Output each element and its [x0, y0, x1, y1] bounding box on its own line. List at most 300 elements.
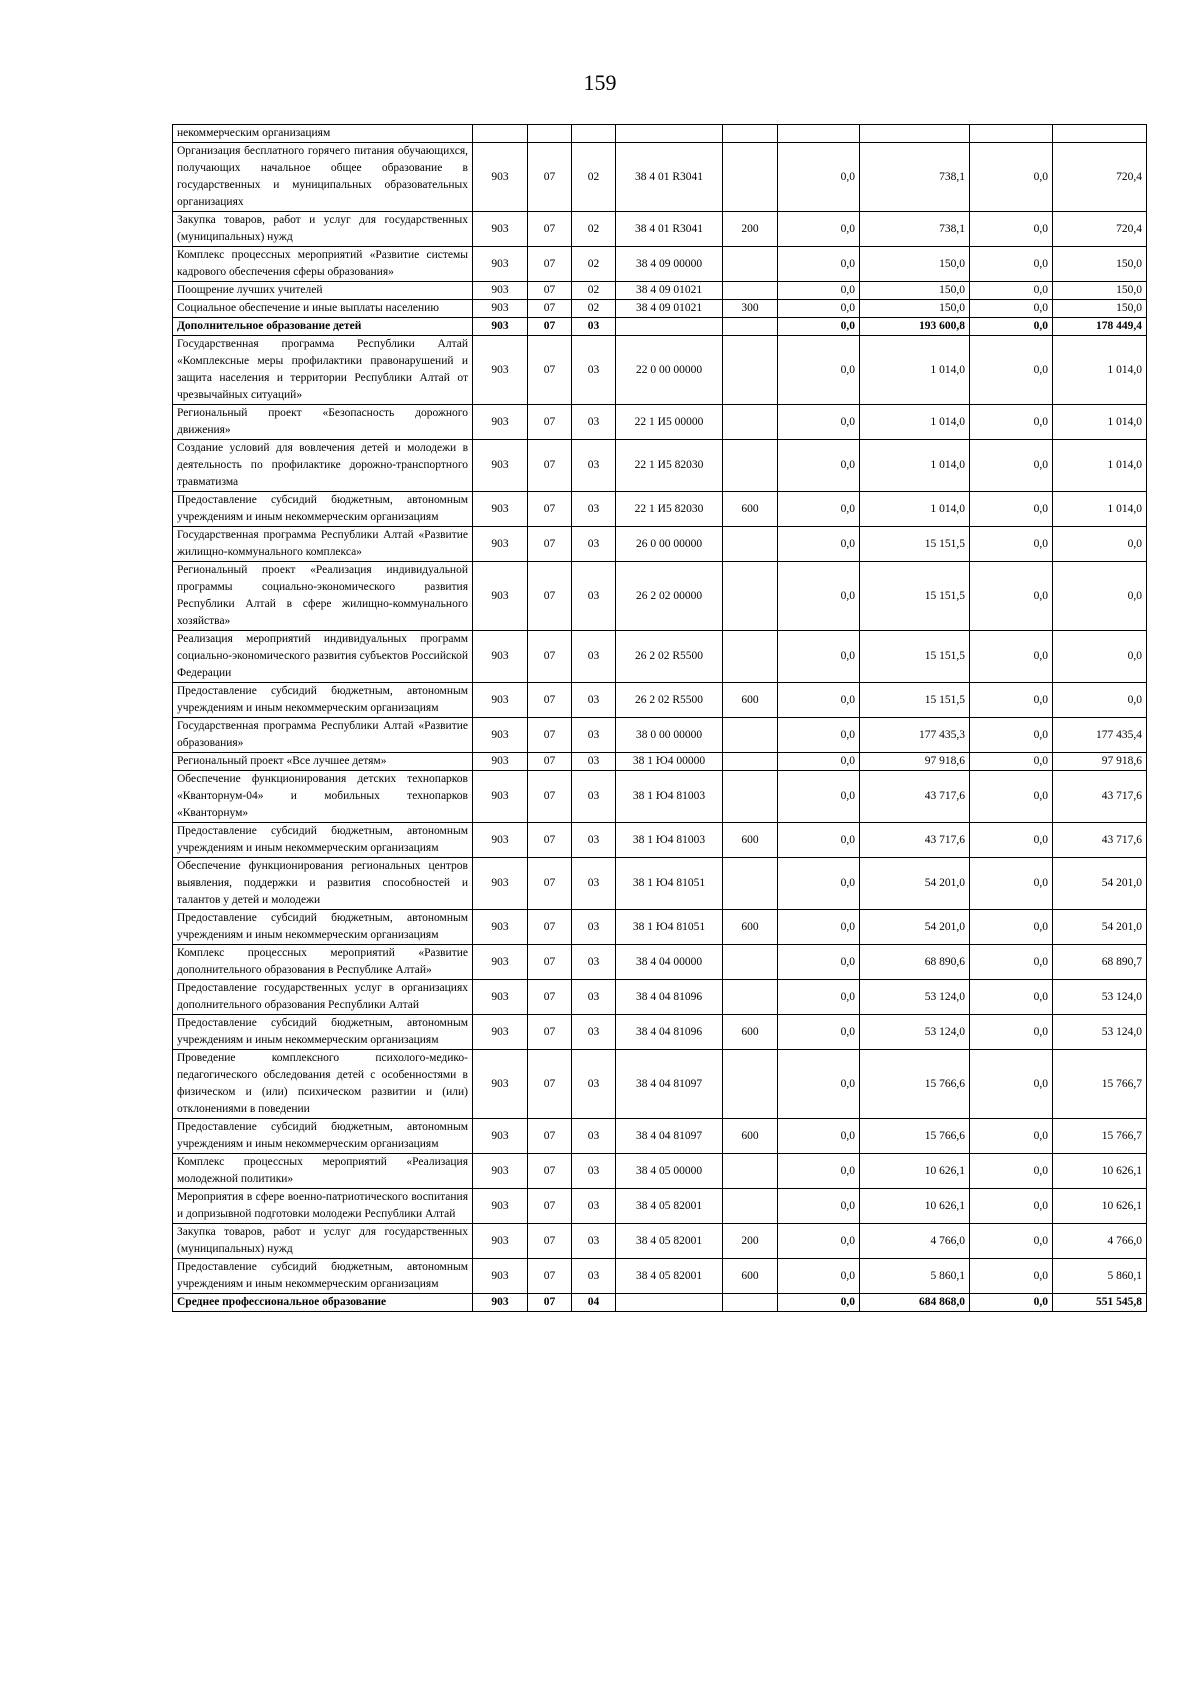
row-name: Закупка товаров, работ и услуг для государственных (муниципальных) нужд — [173, 212, 473, 247]
ministry-code: 903 — [473, 718, 528, 753]
section-code: 07 — [528, 1050, 572, 1119]
section-code: 07 — [528, 562, 572, 631]
ministry-code: 903 — [473, 300, 528, 318]
amount-2: 10 626,1 — [860, 1189, 970, 1224]
expense-type-code: 600 — [723, 1119, 778, 1154]
table-row — [173, 562, 1147, 631]
table-row — [173, 143, 1147, 212]
expense-type-code — [723, 631, 778, 683]
amount-4: 150,0 — [1053, 300, 1147, 318]
section-code: 07 — [528, 1294, 572, 1312]
ministry-code: 903 — [473, 527, 528, 562]
amount-3: 0,0 — [970, 440, 1053, 492]
expense-type-code — [723, 1294, 778, 1312]
amount-3: 0,0 — [970, 212, 1053, 247]
amount-1: 0,0 — [778, 336, 860, 405]
amount-2: 4 766,0 — [860, 1224, 970, 1259]
table-row — [173, 492, 1147, 527]
section-code: 07 — [528, 823, 572, 858]
subsection-code: 03 — [572, 823, 616, 858]
amount-4: 1 014,0 — [1053, 440, 1147, 492]
amount-3: 0,0 — [970, 980, 1053, 1015]
target-article-code: 38 4 04 81097 — [616, 1119, 723, 1154]
ministry-code: 903 — [473, 143, 528, 212]
section-code: 07 — [528, 631, 572, 683]
budget-table — [172, 124, 1147, 1312]
subsection-code: 03 — [572, 1224, 616, 1259]
amount-2: 15 766,6 — [860, 1119, 970, 1154]
amount-1: 0,0 — [778, 823, 860, 858]
table-row — [173, 718, 1147, 753]
amount-4: 97 918,6 — [1053, 753, 1147, 771]
amount-4: 720,4 — [1053, 143, 1147, 212]
expense-type-code — [723, 318, 778, 336]
amount-1: 0,0 — [778, 492, 860, 527]
row-name: Предоставление субсидий бюджетным, автономным учреждениям и иным некоммерческим организациям — [173, 1015, 473, 1050]
amount-1: 0,0 — [778, 212, 860, 247]
row-name: Поощрение лучших учителей — [173, 282, 473, 300]
table-row — [173, 910, 1147, 945]
subsection-code: 03 — [572, 1259, 616, 1294]
row-name: Региональный проект «Реализация индивидуальной программы социально-экономического развития Республики Алтай в сфере жилищно-коммунального хозяйства» — [173, 562, 473, 631]
target-article-code: 38 4 04 81096 — [616, 980, 723, 1015]
expense-type-code: 600 — [723, 1015, 778, 1050]
ministry-code: 903 — [473, 336, 528, 405]
expense-type-code — [723, 1050, 778, 1119]
target-article-code: 38 4 04 00000 — [616, 945, 723, 980]
amount-2: 53 124,0 — [860, 980, 970, 1015]
section-code: 07 — [528, 336, 572, 405]
subsection-code: 03 — [572, 858, 616, 910]
amount-4: 54 201,0 — [1053, 910, 1147, 945]
section-code: 07 — [528, 143, 572, 212]
table-row — [173, 336, 1147, 405]
amount-4: 10 626,1 — [1053, 1189, 1147, 1224]
ministry-code: 903 — [473, 945, 528, 980]
section-code: 07 — [528, 300, 572, 318]
amount-2: 43 717,6 — [860, 823, 970, 858]
expense-type-code — [723, 125, 778, 143]
amount-1: 0,0 — [778, 1015, 860, 1050]
section-code: 07 — [528, 980, 572, 1015]
table-row — [173, 1189, 1147, 1224]
section-code: 07 — [528, 1015, 572, 1050]
amount-1: 0,0 — [778, 562, 860, 631]
ministry-code: 903 — [473, 1015, 528, 1050]
amount-1: 0,0 — [778, 945, 860, 980]
row-name: Социальное обеспечение и иные выплаты населению — [173, 300, 473, 318]
row-name: Комплекс процессных мероприятий «Реализация молодежной политики» — [173, 1154, 473, 1189]
table-row — [173, 823, 1147, 858]
table-row — [173, 1119, 1147, 1154]
ministry-code: 903 — [473, 247, 528, 282]
expense-type-code — [723, 562, 778, 631]
section-code: 07 — [528, 1224, 572, 1259]
section-code: 07 — [528, 405, 572, 440]
section-code: 07 — [528, 753, 572, 771]
ministry-code: 903 — [473, 440, 528, 492]
amount-4: 15 766,7 — [1053, 1119, 1147, 1154]
row-name: Государственная программа Республики Алтай «Развитие образования» — [173, 718, 473, 753]
amount-2: 1 014,0 — [860, 405, 970, 440]
amount-3: 0,0 — [970, 718, 1053, 753]
section-code: 07 — [528, 282, 572, 300]
amount-1: 0,0 — [778, 771, 860, 823]
expense-type-code — [723, 143, 778, 212]
subsection-code: 03 — [572, 1154, 616, 1189]
target-article-code: 38 4 05 82001 — [616, 1224, 723, 1259]
target-article-code: 38 1 Ю4 81051 — [616, 858, 723, 910]
table-row — [173, 1154, 1147, 1189]
amount-2: 150,0 — [860, 247, 970, 282]
section-code: 07 — [528, 318, 572, 336]
amount-4: 0,0 — [1053, 683, 1147, 718]
subsection-code: 03 — [572, 336, 616, 405]
ministry-code: 903 — [473, 1189, 528, 1224]
amount-2: 97 918,6 — [860, 753, 970, 771]
section-code: 07 — [528, 212, 572, 247]
table-row — [173, 125, 1147, 143]
amount-2: 1 014,0 — [860, 492, 970, 527]
subsection-code: 02 — [572, 143, 616, 212]
amount-1: 0,0 — [778, 1294, 860, 1312]
subsection-code: 03 — [572, 1119, 616, 1154]
target-article-code — [616, 1294, 723, 1312]
amount-1: 0,0 — [778, 718, 860, 753]
target-article-code: 38 4 09 01021 — [616, 300, 723, 318]
table-row — [173, 300, 1147, 318]
amount-4: 10 626,1 — [1053, 1154, 1147, 1189]
table-row — [173, 440, 1147, 492]
expense-type-code — [723, 718, 778, 753]
amount-1: 0,0 — [778, 753, 860, 771]
table-row — [173, 282, 1147, 300]
amount-4: 53 124,0 — [1053, 1015, 1147, 1050]
target-article-code: 38 4 09 00000 — [616, 247, 723, 282]
section-code: 07 — [528, 440, 572, 492]
amount-4: 178 449,4 — [1053, 318, 1147, 336]
amount-3: 0,0 — [970, 336, 1053, 405]
amount-2: 54 201,0 — [860, 858, 970, 910]
subsection-code: 03 — [572, 527, 616, 562]
subsection-code: 03 — [572, 980, 616, 1015]
section-code: 07 — [528, 247, 572, 282]
section-code: 07 — [528, 1154, 572, 1189]
ministry-code: 903 — [473, 1154, 528, 1189]
subsection-code: 03 — [572, 318, 616, 336]
budget-table-body — [173, 125, 1147, 1312]
amount-2: 193 600,8 — [860, 318, 970, 336]
ministry-code: 903 — [473, 683, 528, 718]
amount-3: 0,0 — [970, 1189, 1053, 1224]
target-article-code: 38 4 05 82001 — [616, 1189, 723, 1224]
amount-4: 177 435,4 — [1053, 718, 1147, 753]
row-name: некоммерческим организациям — [173, 125, 473, 143]
subsection-code: 03 — [572, 718, 616, 753]
amount-1: 0,0 — [778, 405, 860, 440]
subsection-code: 02 — [572, 212, 616, 247]
amount-2: 68 890,6 — [860, 945, 970, 980]
target-article-code: 26 2 02 00000 — [616, 562, 723, 631]
table-row — [173, 1294, 1147, 1312]
target-article-code: 38 1 Ю4 81051 — [616, 910, 723, 945]
amount-4: 1 014,0 — [1053, 492, 1147, 527]
amount-1: 0,0 — [778, 247, 860, 282]
amount-1: 0,0 — [778, 300, 860, 318]
page-number: 159 — [583, 70, 617, 95]
ministry-code: 903 — [473, 910, 528, 945]
amount-4: 551 545,8 — [1053, 1294, 1147, 1312]
amount-4: 43 717,6 — [1053, 771, 1147, 823]
amount-3: 0,0 — [970, 300, 1053, 318]
ministry-code: 903 — [473, 631, 528, 683]
table-row — [173, 527, 1147, 562]
ministry-code: 903 — [473, 405, 528, 440]
table-row — [173, 753, 1147, 771]
subsection-code: 03 — [572, 405, 616, 440]
amount-1: 0,0 — [778, 282, 860, 300]
amount-2: 15 151,5 — [860, 562, 970, 631]
target-article-code: 22 1 И5 00000 — [616, 405, 723, 440]
ministry-code: 903 — [473, 980, 528, 1015]
section-code: 07 — [528, 492, 572, 527]
expense-type-code — [723, 247, 778, 282]
amount-2: 150,0 — [860, 282, 970, 300]
amount-1: 0,0 — [778, 318, 860, 336]
ministry-code: 903 — [473, 318, 528, 336]
subsection-code: 03 — [572, 440, 616, 492]
subsection-code: 03 — [572, 683, 616, 718]
row-name: Предоставление субсидий бюджетным, автономным учреждениям и иным некоммерческим организациям — [173, 492, 473, 527]
amount-3: 0,0 — [970, 247, 1053, 282]
ministry-code: 903 — [473, 562, 528, 631]
amount-2: 53 124,0 — [860, 1015, 970, 1050]
amount-4: 720,4 — [1053, 212, 1147, 247]
amount-2: 43 717,6 — [860, 771, 970, 823]
target-article-code: 38 4 05 00000 — [616, 1154, 723, 1189]
ministry-code: 903 — [473, 753, 528, 771]
expense-type-code — [723, 405, 778, 440]
subsection-code: 03 — [572, 1189, 616, 1224]
amount-4: 4 766,0 — [1053, 1224, 1147, 1259]
row-name: Мероприятия в сфере военно-патриотического воспитания и допризывной подготовки молодежи Республики Алтай — [173, 1189, 473, 1224]
amount-2: 177 435,3 — [860, 718, 970, 753]
expense-type-code — [723, 771, 778, 823]
amount-3: 0,0 — [970, 1015, 1053, 1050]
row-name: Предоставление государственных услуг в организациях дополнительного образования Республики Алтай — [173, 980, 473, 1015]
target-article-code: 38 0 00 00000 — [616, 718, 723, 753]
row-name: Региональный проект «Все лучшее детям» — [173, 753, 473, 771]
expense-type-code: 200 — [723, 212, 778, 247]
table-row — [173, 631, 1147, 683]
amount-3 — [970, 125, 1053, 143]
target-article-code: 38 1 Ю4 00000 — [616, 753, 723, 771]
table-row — [173, 945, 1147, 980]
row-name: Предоставление субсидий бюджетным, автономным учреждениям и иным некоммерческим организациям — [173, 1259, 473, 1294]
amount-3: 0,0 — [970, 143, 1053, 212]
section-code: 07 — [528, 1189, 572, 1224]
amount-1: 0,0 — [778, 1224, 860, 1259]
amount-3: 0,0 — [970, 1259, 1053, 1294]
amount-2: 10 626,1 — [860, 1154, 970, 1189]
amount-3: 0,0 — [970, 910, 1053, 945]
target-article-code: 38 1 Ю4 81003 — [616, 771, 723, 823]
amount-1: 0,0 — [778, 631, 860, 683]
section-code: 07 — [528, 858, 572, 910]
table-row — [173, 1224, 1147, 1259]
row-name: Предоставление субсидий бюджетным, автономным учреждениям и иным некоммерческим организациям — [173, 910, 473, 945]
subsection-code: 03 — [572, 1050, 616, 1119]
ministry-code: 903 — [473, 282, 528, 300]
ministry-code: 903 — [473, 1259, 528, 1294]
target-article-code — [616, 318, 723, 336]
table-row — [173, 318, 1147, 336]
table-row — [173, 405, 1147, 440]
expense-type-code: 600 — [723, 683, 778, 718]
target-article-code: 38 4 05 82001 — [616, 1259, 723, 1294]
ministry-code: 903 — [473, 1050, 528, 1119]
target-article-code: 38 4 04 81096 — [616, 1015, 723, 1050]
subsection-code: 03 — [572, 492, 616, 527]
row-name: Комплекс процессных мероприятий «Развитие дополнительного образования в Республике Алтай» — [173, 945, 473, 980]
table-row — [173, 1050, 1147, 1119]
target-article-code: 38 4 01 R3041 — [616, 212, 723, 247]
amount-2: 1 014,0 — [860, 336, 970, 405]
section-code: 07 — [528, 1259, 572, 1294]
subsection-code: 04 — [572, 1294, 616, 1312]
table-row — [173, 771, 1147, 823]
amount-2: 15 766,6 — [860, 1050, 970, 1119]
expense-type-code — [723, 753, 778, 771]
row-name: Предоставление субсидий бюджетным, автономным учреждениям и иным некоммерческим организациям — [173, 823, 473, 858]
amount-3: 0,0 — [970, 823, 1053, 858]
ministry-code: 903 — [473, 1224, 528, 1259]
target-article-code — [616, 125, 723, 143]
amount-3: 0,0 — [970, 1119, 1053, 1154]
amount-4: 150,0 — [1053, 247, 1147, 282]
amount-3: 0,0 — [970, 631, 1053, 683]
table-row — [173, 683, 1147, 718]
amount-1: 0,0 — [778, 143, 860, 212]
row-name: Предоставление субсидий бюджетным, автономным учреждениям и иным некоммерческим организациям — [173, 1119, 473, 1154]
amount-4: 68 890,7 — [1053, 945, 1147, 980]
amount-3: 0,0 — [970, 405, 1053, 440]
subsection-code: 02 — [572, 247, 616, 282]
amount-1: 0,0 — [778, 527, 860, 562]
section-code: 07 — [528, 683, 572, 718]
section-code — [528, 125, 572, 143]
amount-4: 0,0 — [1053, 527, 1147, 562]
ministry-code — [473, 125, 528, 143]
amount-2 — [860, 125, 970, 143]
amount-1: 0,0 — [778, 1119, 860, 1154]
amount-1: 0,0 — [778, 910, 860, 945]
ministry-code: 903 — [473, 823, 528, 858]
target-article-code: 38 4 01 R3041 — [616, 143, 723, 212]
subsection-code: 03 — [572, 771, 616, 823]
expense-type-code: 600 — [723, 492, 778, 527]
ministry-code: 903 — [473, 492, 528, 527]
row-name: Реализация мероприятий индивидуальных программ социально-экономического развития субъектов Российской Федерации — [173, 631, 473, 683]
amount-4: 15 766,7 — [1053, 1050, 1147, 1119]
expense-type-code: 600 — [723, 823, 778, 858]
amount-3: 0,0 — [970, 527, 1053, 562]
target-article-code: 26 2 02 R5500 — [616, 631, 723, 683]
section-code: 07 — [528, 1119, 572, 1154]
amount-4: 43 717,6 — [1053, 823, 1147, 858]
table-row — [173, 212, 1147, 247]
section-code: 07 — [528, 527, 572, 562]
row-name: Среднее профессиональное образование — [173, 1294, 473, 1312]
subsection-code: 03 — [572, 753, 616, 771]
amount-1: 0,0 — [778, 440, 860, 492]
amount-4: 1 014,0 — [1053, 336, 1147, 405]
amount-2: 15 151,5 — [860, 527, 970, 562]
row-name: Организация бесплатного горячего питания обучающихся, получающих начальное общее образование в государственных и муниципальных образовательных организациях — [173, 143, 473, 212]
ministry-code: 903 — [473, 212, 528, 247]
table-row — [173, 980, 1147, 1015]
amount-2: 5 860,1 — [860, 1259, 970, 1294]
row-name: Государственная программа Республики Алтай «Развитие жилищно-коммунального комплекса» — [173, 527, 473, 562]
amount-4: 1 014,0 — [1053, 405, 1147, 440]
amount-3: 0,0 — [970, 492, 1053, 527]
target-article-code: 38 4 09 01021 — [616, 282, 723, 300]
row-name: Предоставление субсидий бюджетным, автономным учреждениям и иным некоммерческим организациям — [173, 683, 473, 718]
amount-3: 0,0 — [970, 318, 1053, 336]
amount-4: 0,0 — [1053, 562, 1147, 631]
target-article-code: 38 1 Ю4 81003 — [616, 823, 723, 858]
amount-1: 0,0 — [778, 1050, 860, 1119]
amount-2: 684 868,0 — [860, 1294, 970, 1312]
amount-3: 0,0 — [970, 945, 1053, 980]
row-name: Закупка товаров, работ и услуг для государственных (муниципальных) нужд — [173, 1224, 473, 1259]
amount-4: 53 124,0 — [1053, 980, 1147, 1015]
expense-type-code: 600 — [723, 910, 778, 945]
expense-type-code — [723, 282, 778, 300]
amount-1: 0,0 — [778, 1154, 860, 1189]
table-row — [173, 247, 1147, 282]
amount-3: 0,0 — [970, 1294, 1053, 1312]
table-row — [173, 1259, 1147, 1294]
expense-type-code — [723, 980, 778, 1015]
amount-1 — [778, 125, 860, 143]
amount-2: 15 151,5 — [860, 683, 970, 718]
expense-type-code — [723, 858, 778, 910]
ministry-code: 903 — [473, 858, 528, 910]
row-name: Обеспечение функционирования региональных центров выявления, поддержки и развития способностей и талантов у детей и молодежи — [173, 858, 473, 910]
amount-1: 0,0 — [778, 1259, 860, 1294]
target-article-code: 26 0 00 00000 — [616, 527, 723, 562]
amount-2: 738,1 — [860, 212, 970, 247]
expense-type-code — [723, 1189, 778, 1224]
section-code: 07 — [528, 945, 572, 980]
expense-type-code — [723, 945, 778, 980]
subsection-code: 03 — [572, 910, 616, 945]
amount-4: 54 201,0 — [1053, 858, 1147, 910]
expense-type-code — [723, 440, 778, 492]
target-article-code: 38 4 04 81097 — [616, 1050, 723, 1119]
section-code: 07 — [528, 718, 572, 753]
row-name: Комплекс процессных мероприятий «Развитие системы кадрового обеспечения сферы образования» — [173, 247, 473, 282]
ministry-code: 903 — [473, 1119, 528, 1154]
subsection-code: 03 — [572, 562, 616, 631]
expense-type-code — [723, 527, 778, 562]
section-code: 07 — [528, 910, 572, 945]
amount-2: 1 014,0 — [860, 440, 970, 492]
amount-1: 0,0 — [778, 980, 860, 1015]
amount-3: 0,0 — [970, 562, 1053, 631]
target-article-code: 22 1 И5 82030 — [616, 492, 723, 527]
